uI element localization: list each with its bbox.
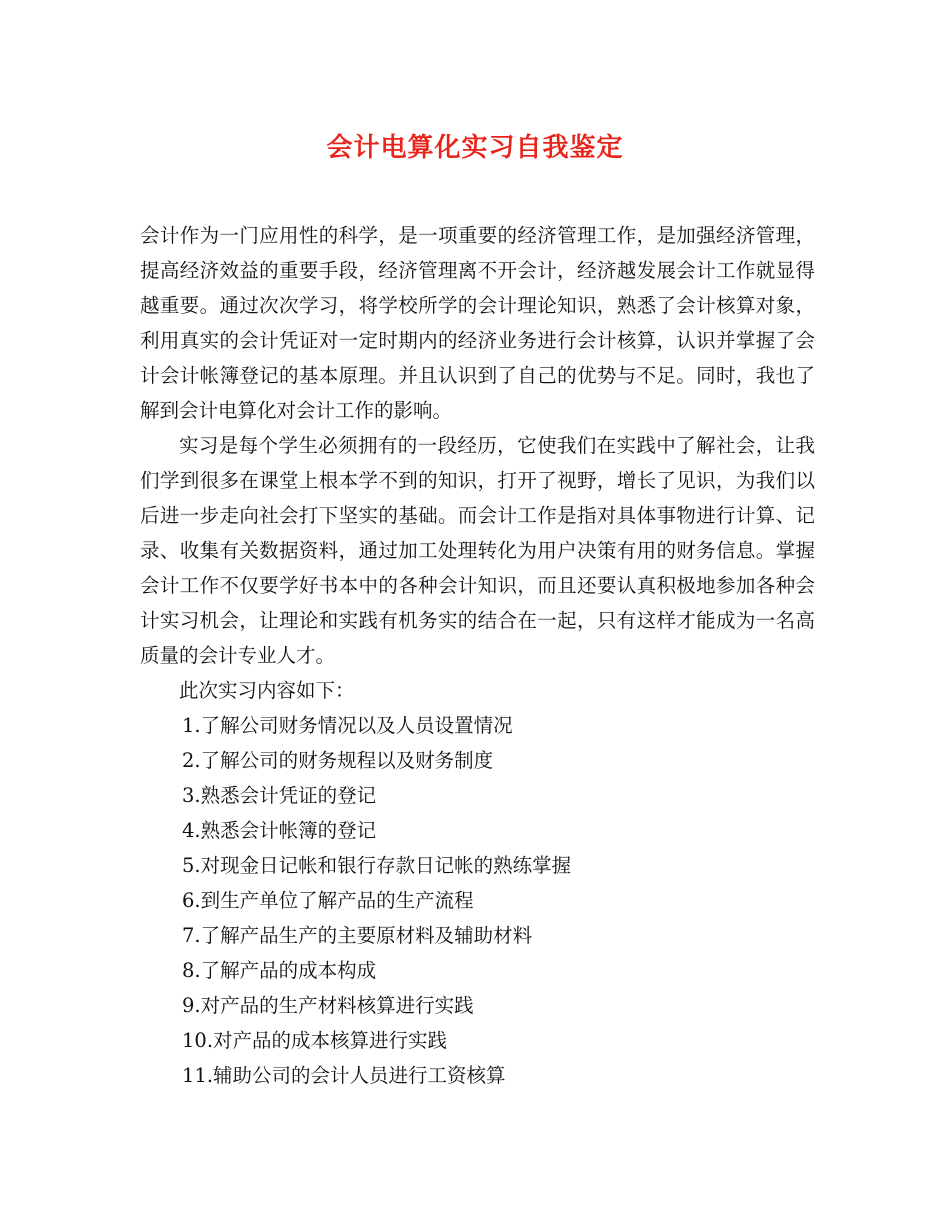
list-item: 1.了解公司财务情况以及人员设置情况 [182, 714, 513, 737]
list-item: 8.了解产品的成本构成 [182, 959, 377, 982]
list-item: 6.到生产单位了解产品的生产流程 [182, 889, 474, 912]
paragraph-list-intro: 此次实习内容如下： [179, 679, 355, 702]
list-item: 3.熟悉会计凭证的登记 [182, 784, 377, 807]
list-item: 4.熟悉会计帐簿的登记 [182, 819, 377, 842]
paragraph-internship: 实习是每个学生必须拥有的一段经历，它使我们在实践中了解社会，让我们学到很多在课堂上根本学不到的知识，打开了视野，增长了见识，为我们以后进一步走向社会打下坚实的基础。而会计工作是指对具体事物进行计算、记录、收集有关数据资料，通过加工处理转化为用户决策有用的财务信息。掌握会计工作不仅要学好书本中的各种会计知识，而且还要认真积极地参加各种会计实习机会，让理论和实践有机务实的结合在一起，只有这样才能成为一名高质量的会计专业人才。 [140, 434, 815, 667]
list-item: 9.对产品的生产材料核算进行实践 [182, 994, 474, 1017]
document-title: 会计电算化实习自我鉴定 [326, 133, 624, 163]
list-item: 11.辅助公司的会计人员进行工资核算 [182, 1064, 506, 1087]
document-body [140, 218, 815, 1093]
list-item: 5.对现金日记帐和银行存款日记帐的熟练掌握 [182, 854, 572, 877]
list-item: 7.了解产品生产的主要原材料及辅助材料 [182, 924, 533, 947]
internship-content-list [140, 708, 815, 1093]
paragraph-intro: 会计作为一门应用性的科学，是一项重要的经济管理工作，是加强经济管理，提高经济效益的重要手段，经济管理离不开会计，经济越发展会计工作就显得越重要。通过次次学习，将学校所学的会计理论知识，熟悉了会计核算对象，利用真实的会计凭证对一定时期内的经济业务进行会计核算，认识并掌握了会计会计帐簿登记的基本原理。并且认识到了自己的优势与不足。同时，我也了解到会计电算化对会计工作的影响。 [140, 224, 815, 422]
list-item: 2.了解公司的财务规程以及财务制度 [182, 749, 494, 772]
list-item: 10.对产品的成本核算进行实践 [182, 1029, 448, 1052]
